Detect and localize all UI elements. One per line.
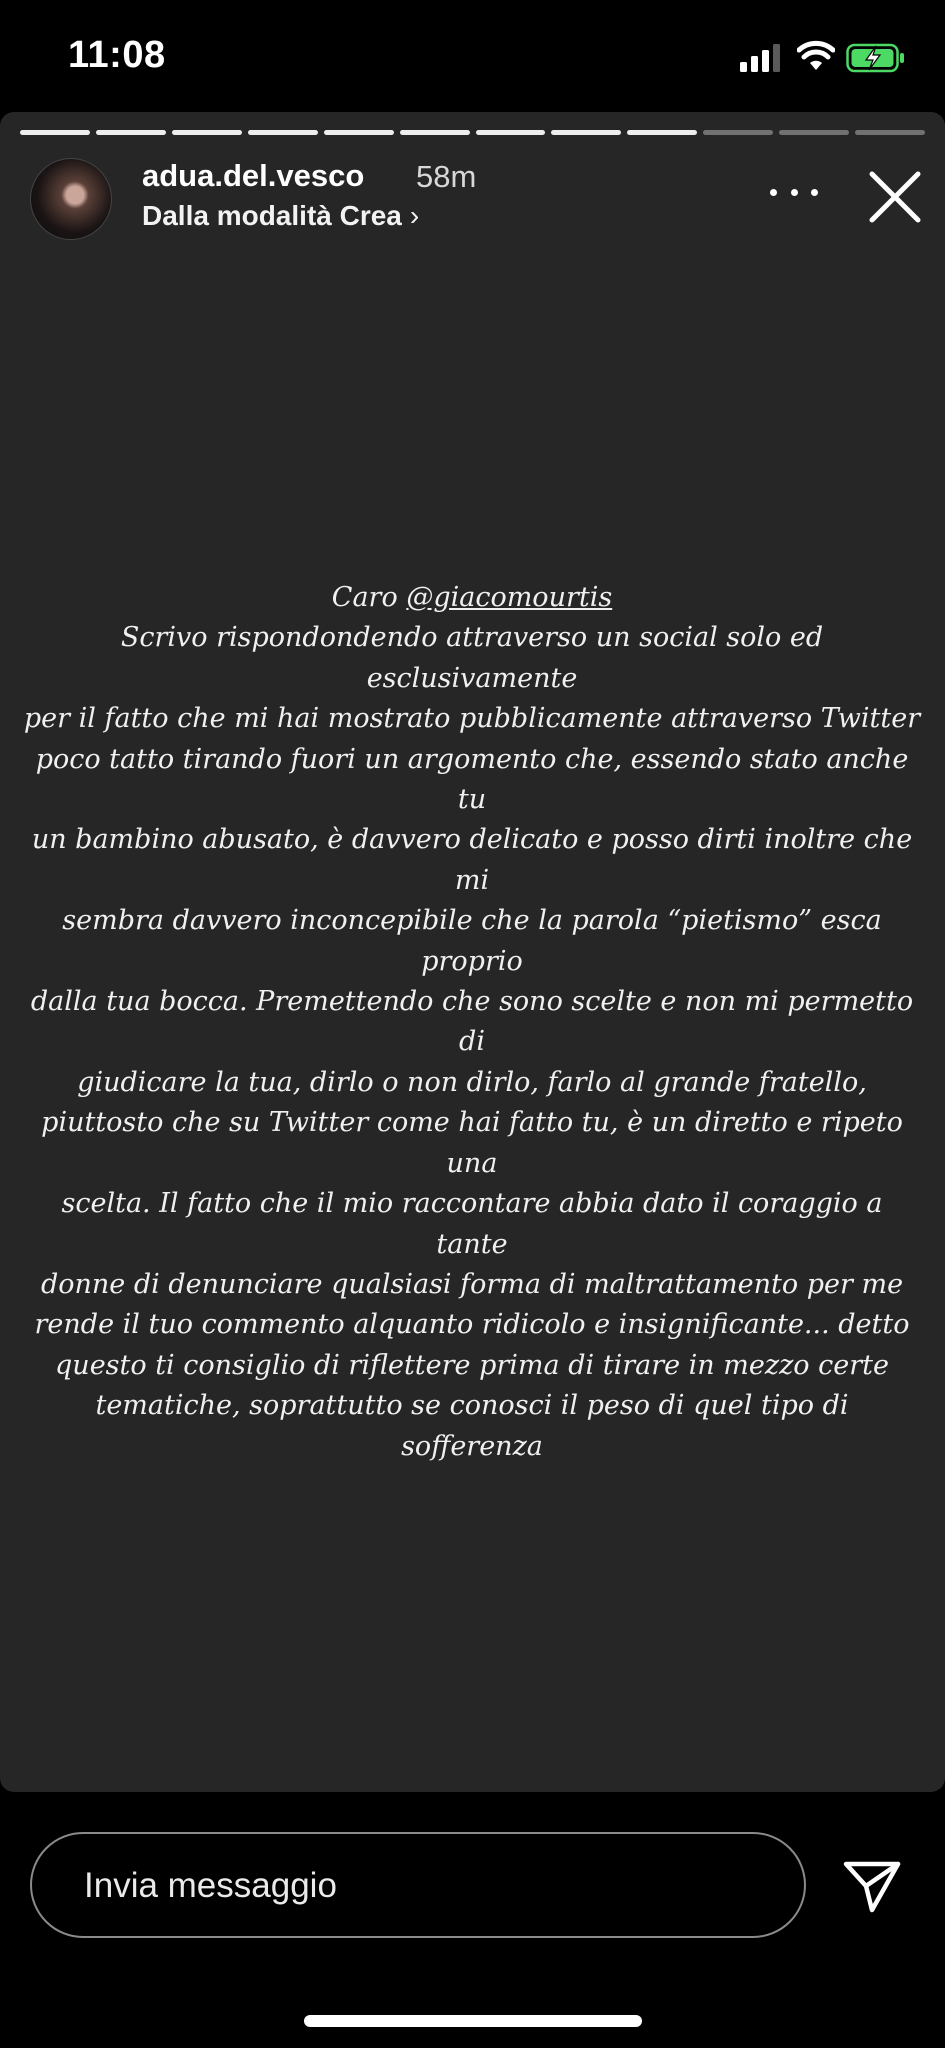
story-progress-segment: [855, 130, 925, 135]
story-username[interactable]: adua.del.vesco: [142, 158, 365, 193]
story-progress-segment: [703, 130, 773, 135]
story-text-line: scelta. Il fatto che il mio raccontare abbia dato il coraggio a tante: [61, 1188, 883, 1260]
story-text-greeting-line: [22, 578, 922, 618]
story-text-line: Scrivo rispondondendo attraverso un social solo ed esclusivamente: [120, 622, 824, 694]
story-text-line: sembra davvero inconcepibile che la parola “pietismo” esca proprio: [62, 905, 882, 977]
story-card[interactable]: [0, 112, 945, 1792]
story-progress-segment: [551, 130, 621, 135]
story-text-line: giudicare la tua, dirlo o non dirlo, farlo al grande fratello,: [77, 1066, 867, 1098]
send-icon[interactable]: [842, 1858, 902, 1914]
story-text-line: questo ti consiglio di riflettere prima di tirare in mezzo certe: [55, 1349, 889, 1381]
story-text-line: rende il tuo commento alquanto ridicolo e insignificante... detto: [34, 1309, 910, 1341]
signal-icon: [740, 44, 782, 72]
story-progress-bar: [20, 130, 925, 136]
story-text: [22, 578, 922, 1467]
story-text-line: donne di denunciare qualsiasi forma di maltrattamento per me: [40, 1268, 904, 1300]
story-text-body: [22, 618, 922, 1467]
story-text-line: piuttosto che su Twitter come hai fatto tu, è un diretto e ripeto una: [41, 1107, 903, 1179]
story-text-line: dalla tua bocca. Premettendo che sono scelte e non mi permetto di: [30, 986, 914, 1058]
message-input[interactable]: [30, 1832, 806, 1938]
story-progress-segment: [627, 130, 697, 135]
status-bar: [0, 0, 945, 110]
story-progress-segment: [96, 130, 166, 135]
story-text-line: un bambino abusato, è davvero delicato e posso dirti inoltre che mi: [31, 824, 913, 896]
story-progress-segment: [20, 130, 90, 135]
story-text-line: per il fatto che mi hai mostrato pubblicamente attraverso Twitter: [23, 703, 921, 735]
story-progress-segment: [172, 130, 242, 135]
battery-charging-icon: [846, 42, 906, 74]
chevron-right-icon: ›: [409, 200, 420, 231]
wifi-icon: [797, 40, 835, 72]
home-indicator[interactable]: [304, 2015, 642, 2027]
greeting: Caro: [331, 582, 407, 613]
story-text-line: tematiche, soprattutto se conosci il peso di quel tipo di sofferenza: [95, 1390, 849, 1462]
create-mode-link[interactable]: [142, 200, 419, 232]
story-progress-segment: [324, 130, 394, 135]
close-icon[interactable]: [866, 168, 924, 226]
story-progress-segment: [779, 130, 849, 135]
status-time: 11:08: [68, 34, 166, 76]
more-options-button[interactable]: [770, 184, 818, 200]
more-horizontal-icon: [770, 189, 777, 196]
story-text-line: poco tatto tirando fuori un argomento che, essendo stato anche tu: [35, 743, 909, 816]
avatar[interactable]: [30, 158, 112, 240]
story-time-ago: 58m: [416, 159, 477, 194]
mention-link[interactable]: @giacomourtis: [406, 582, 613, 613]
story-progress-segment: [400, 130, 470, 135]
message-placeholder: Invia messaggio: [84, 1866, 337, 1905]
story-progress-segment: [476, 130, 546, 135]
create-mode-label: Dalla modalità Crea: [142, 200, 402, 231]
story-progress-segment: [248, 130, 318, 135]
